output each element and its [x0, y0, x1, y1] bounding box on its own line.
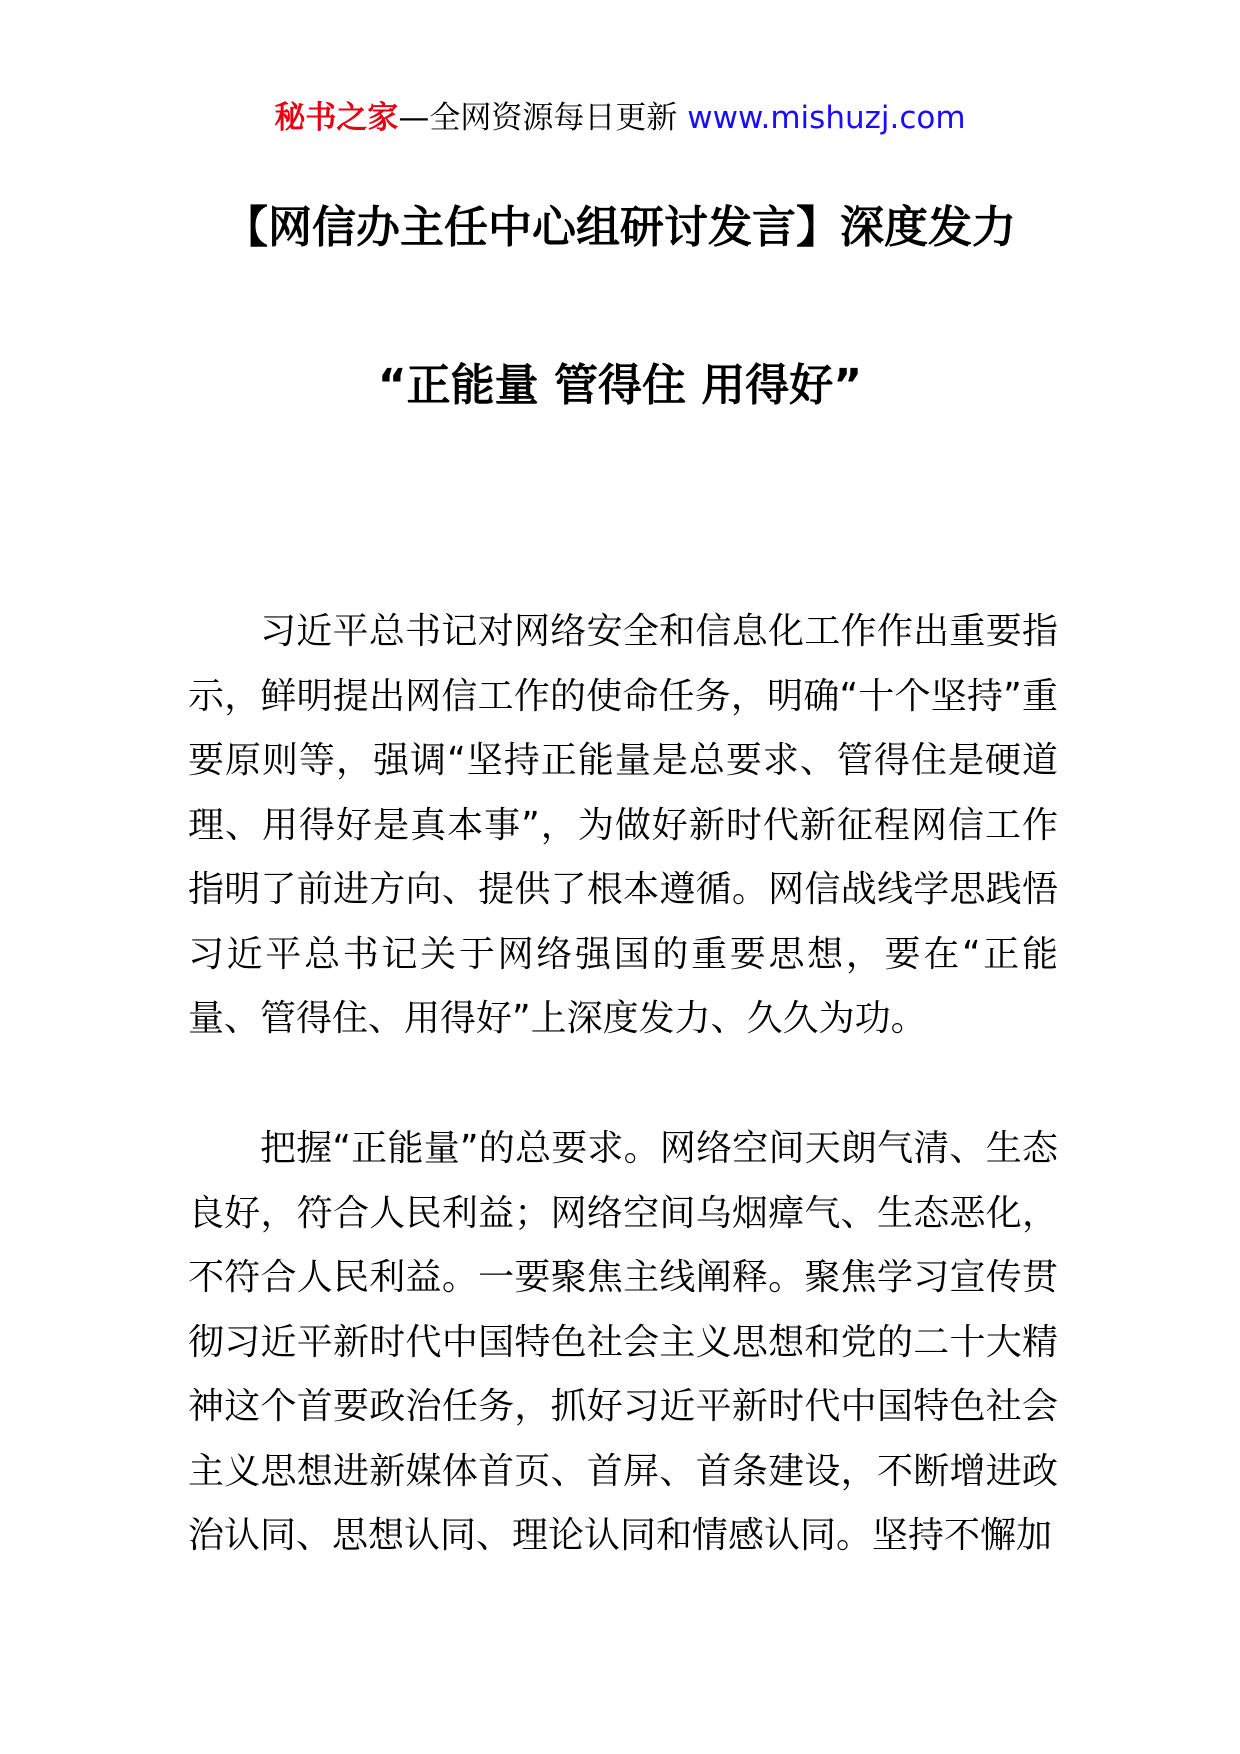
- site-url-link[interactable]: www.mishuzj.com: [687, 100, 966, 136]
- document-title-line-2: “正能量 管得住 用得好”: [377, 360, 863, 411]
- site-brand: 秘书之家: [274, 100, 399, 136]
- site-tagline: —全网资源每日更新: [398, 100, 688, 136]
- document-title-line-1: 【网信办主任中心组研讨发言】深度发力: [224, 202, 1016, 253]
- body-paragraph-1: 习近平总书记对网络安全和信息化工作作出重要指示，鲜明提出网信工作的使命任务，明确“十个坚持”重要原则等，强调“坚持正能量是总要求、管得住是硬道理、用得好是真本事”，为做好新时代新征程网信工作指明了前进方向、提供了根本遵循。网信战线学思践悟习近平总书记关于网络强国的重要思想，要在“正能量、管得住、用得好”上深度发力、久久为功。: [188, 611, 1058, 1039]
- body-paragraph-2: 把握“正能量”的总要求。网络空间天朗气清、生态良好，符合人民利益；网络空间乌烟瘴气、生态恶化，不符合人民利益。一要聚焦主线阐释。聚焦学习宣传贯彻习近平新时代中国特色社会主义思想和党的二十大精神这个首要政治任务，抓好习近平新时代中国特色社会主义思想进新媒体首页、首屏、首条建设，不断增进政治认同、思想认同、理论认同和情感认同。坚持不懈加: [188, 1128, 1058, 1556]
- site-header: [0, 98, 1240, 138]
